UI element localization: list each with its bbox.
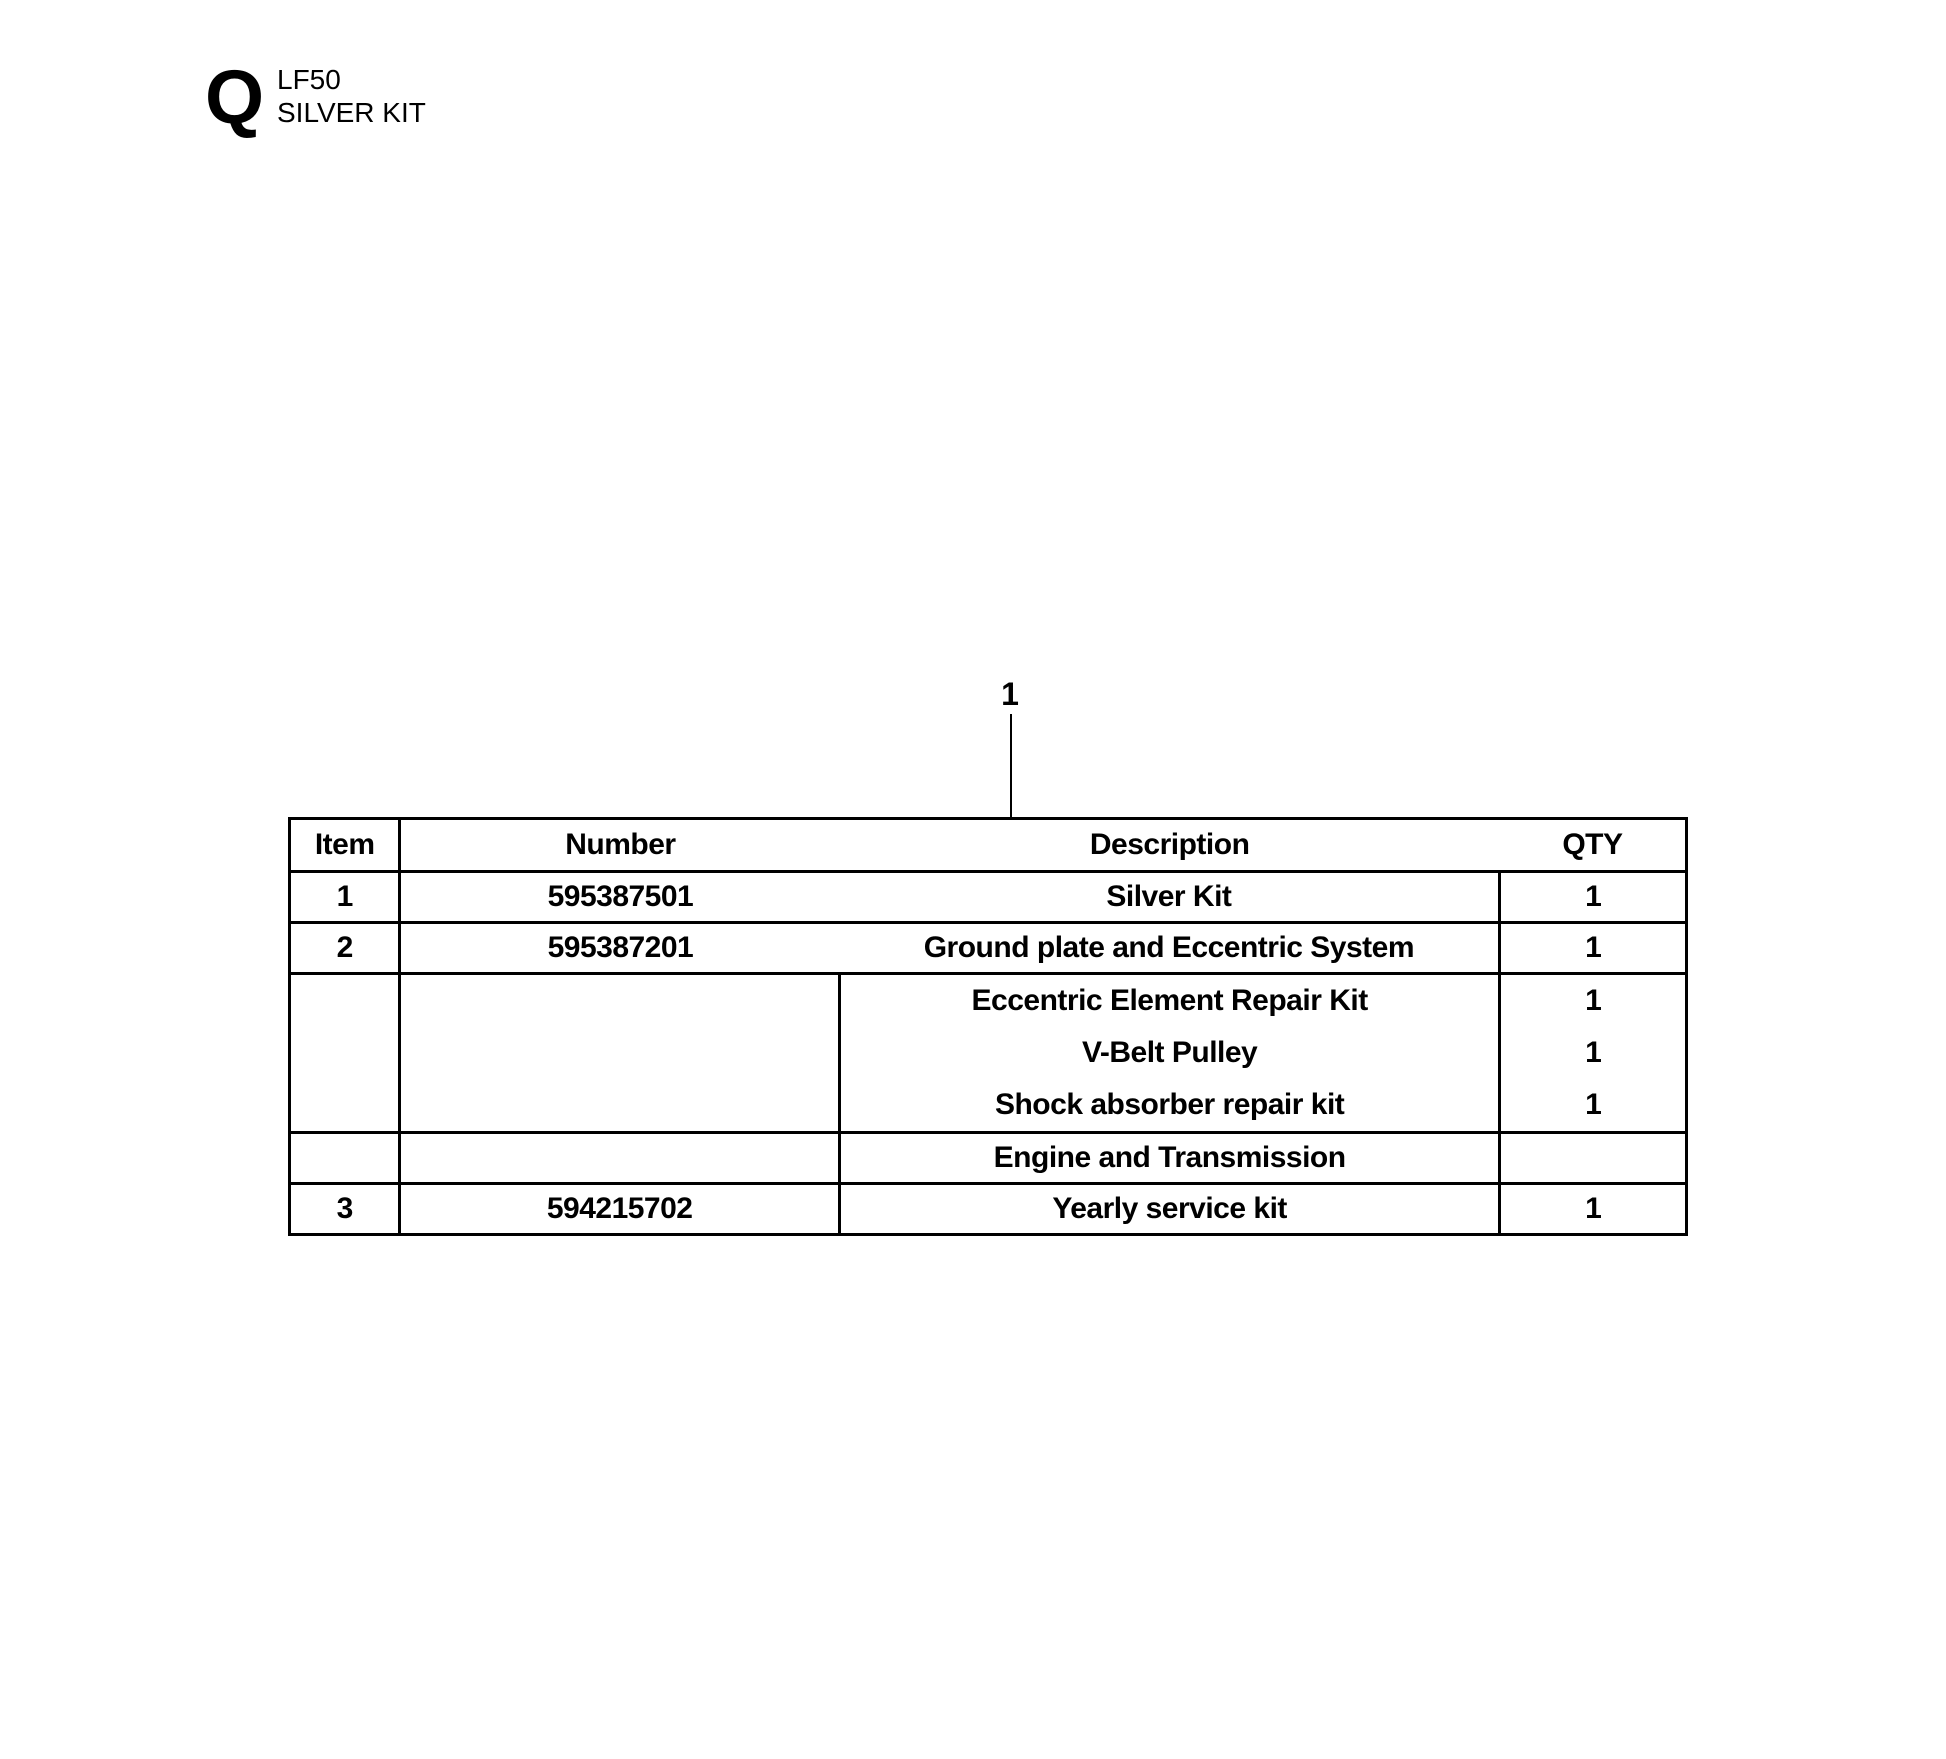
row-description: Yearly service kit [839, 1184, 1499, 1235]
row-number: 594215702 [400, 1184, 840, 1235]
table-row [290, 1184, 1687, 1235]
row-item [290, 974, 400, 1133]
subitem-qty: 1 [1585, 1036, 1602, 1069]
header-number: Number [400, 819, 840, 872]
section-letter: Q [205, 55, 265, 140]
parts-table [288, 817, 1688, 1236]
row-qty: 1 [1500, 872, 1687, 923]
table-row [290, 923, 1687, 974]
model-name: LF50 [277, 64, 341, 95]
subitem-descriptions [839, 974, 1499, 1133]
header-qty: QTY [1500, 819, 1687, 872]
table-section-row [290, 1133, 1687, 1184]
table-header-row [290, 819, 1687, 872]
row-number [400, 1133, 840, 1184]
page-title: SILVER KIT [277, 97, 426, 128]
subitem-description: Shock absorber repair kit [994, 1088, 1345, 1121]
subitem-description: Eccentric Element Repair Kit [971, 984, 1368, 1017]
row-number [400, 974, 840, 1133]
table-row-subitems [290, 974, 1687, 1133]
row-qty: 1 [1500, 1184, 1687, 1235]
section-description: Engine and Transmission [839, 1133, 1499, 1184]
subitem-qty: 1 [1585, 984, 1602, 1017]
callout-leader-line [1010, 714, 1012, 820]
row-qty: 1 [1500, 923, 1687, 974]
row-qty [1500, 1133, 1687, 1184]
subitem-qtys [1500, 974, 1687, 1133]
row-item: 3 [290, 1184, 400, 1235]
callout-number: 1 [1001, 676, 1019, 712]
header-description: Description [839, 819, 1499, 872]
row-item: 1 [290, 872, 400, 923]
subitem-description: V-Belt Pulley [1082, 1036, 1258, 1069]
row-item: 2 [290, 923, 400, 974]
subitem-qty: 1 [1585, 1088, 1602, 1121]
header-item: Item [290, 819, 400, 872]
row-number: 595387501 [400, 872, 840, 923]
row-item [290, 1133, 400, 1184]
row-description: Silver Kit [839, 872, 1499, 923]
row-number: 595387201 [400, 923, 840, 974]
table-row [290, 872, 1687, 923]
row-description: Ground plate and Eccentric System [839, 923, 1499, 974]
